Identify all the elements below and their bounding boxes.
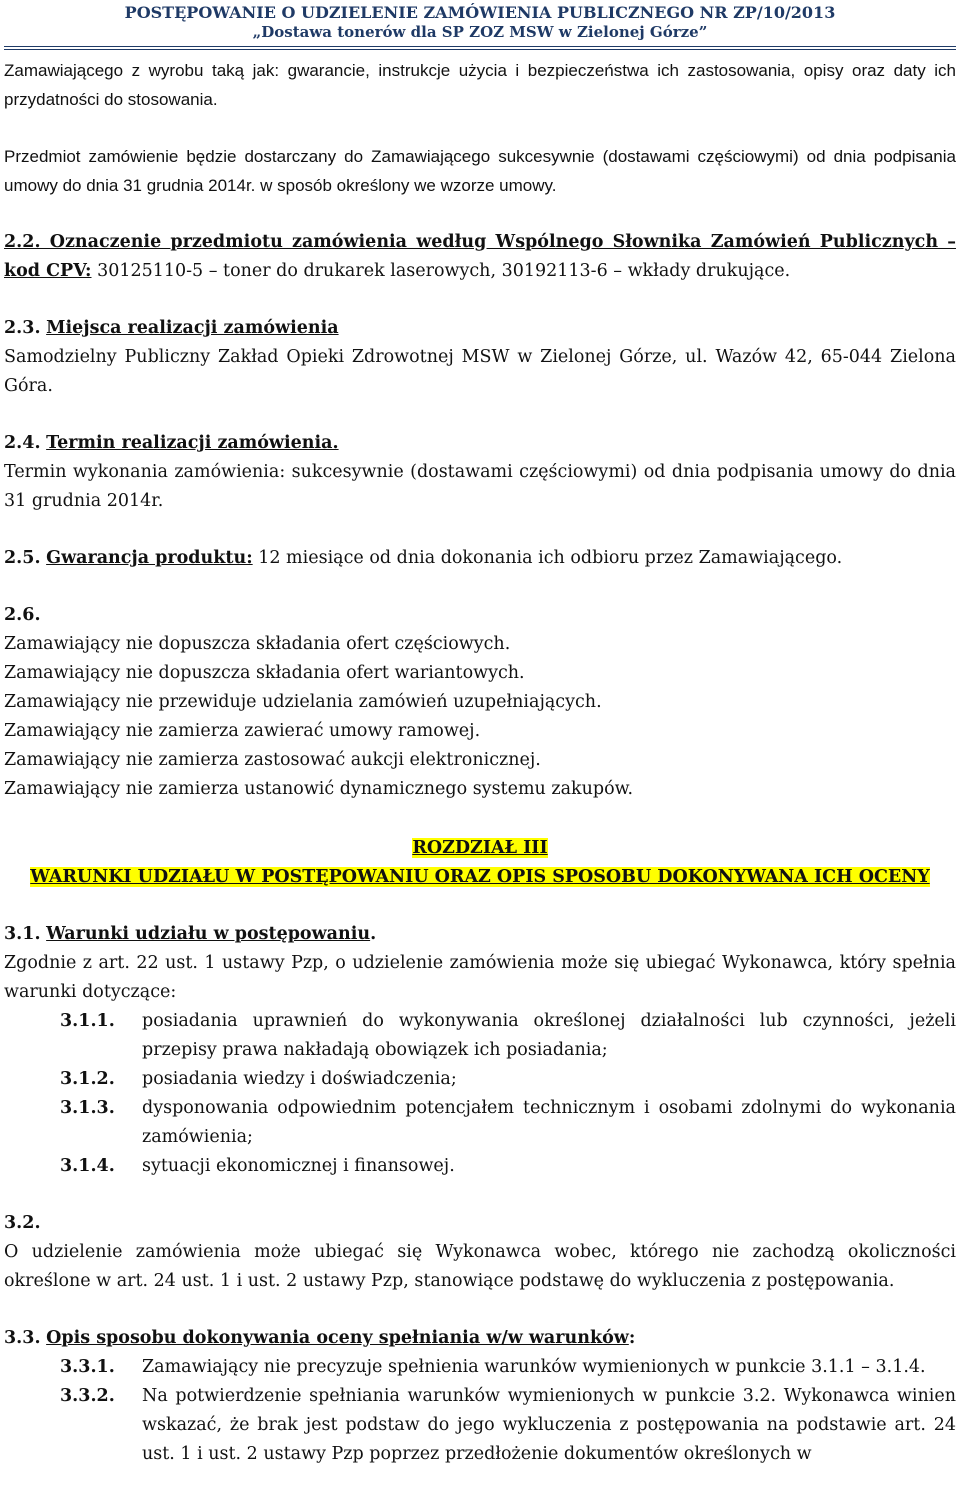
list-item-number: 3.1.3.	[60, 1098, 115, 1118]
section-3-1-heading: Warunki udziału w postępowaniu	[46, 924, 371, 944]
header-subtitle: „Dostawa tonerów dla SP ZOZ MSW w Zielonej Górze”	[252, 23, 708, 41]
section-2-6-line: Zamawiający nie zamierza ustanowić dynamicznego systemu zakupów.	[4, 779, 634, 799]
section-3-1-intro: Zgodnie z art. 22 ust. 1 ustawy Pzp, o udzielenie zamówienia może się ubiegać Wykonawca, który spełnia warunki dotyczące:	[4, 953, 956, 1002]
document-page	[4, 0, 956, 1469]
list-item-text: dysponowania odpowiednim potencjałem technicznym i osobami zdolnymi do wykonania zamówienia;	[142, 1098, 956, 1147]
section-2-6-line: Zamawiający nie dopuszcza składania ofert wariantowych.	[4, 663, 525, 683]
section-2-3-heading-line	[4, 314, 956, 343]
section-2-4-heading-line	[4, 429, 956, 458]
section-2-5	[4, 544, 956, 573]
header-rule	[4, 46, 956, 50]
section-3-1-heading-line	[4, 920, 956, 949]
section-3-2-text: O udzielenie zamówienia może ubiegać się Wykonawca wobec, którego nie zachodzą okoliczności określone w art. 24 ust. 1 i ust. 2 ustawy Pzp, stanowiące podstawę do wykluczenia z postępowania.	[4, 1242, 956, 1291]
list-item	[4, 1353, 956, 1382]
section-2-6-line: Zamawiający nie dopuszcza składania ofert częściowych.	[4, 634, 511, 654]
section-2-4-text: Termin wykonania zamówienia: sukcesywnie (dostawami częściowymi) od dnia podpisania umowy do dnia 31 grudnia 2014r.	[4, 462, 956, 511]
list-item	[4, 1065, 956, 1094]
list-item	[4, 1094, 956, 1152]
section-3-3-heading-line	[4, 1324, 956, 1353]
section-2-6-line: Zamawiający nie zamierza zastosować aukcji elektronicznej.	[4, 750, 541, 770]
section-2-5-heading: Gwarancja produktu:	[46, 548, 253, 568]
header-title: POSTĘPOWANIE O UDZIELENIE ZAMÓWIENIA PUBLICZNEGO NR ZP/10/2013	[124, 3, 836, 22]
section-2-2-heading: 2.2. Oznaczenie przedmiotu zamówienia według Wspólnego Słownika Zamówień Publicznych – kod CPV:	[4, 232, 956, 281]
section-2-6-number: 2.6.	[4, 605, 41, 625]
section-3-3-colon: :	[628, 1328, 636, 1348]
list-item-number: 3.1.4.	[60, 1156, 115, 1176]
intro-paragraph-2: Przedmiot zamówienie będzie dostarczany do Zamawiającego sukcesywnie (dostawami częściowymi) od dnia podpisania umowy do dnia 31 grudnia 2014r. w sposób określony we wzorze umowy.	[4, 147, 956, 195]
section-2-3-heading: Miejsca realizacji zamówienia	[46, 318, 339, 338]
list-item-number: 3.1.1.	[60, 1011, 115, 1031]
intro-paragraph-1: Zamawiającego z wyrobu taką jak: gwarancie, instrukcje użycia i bezpieczeństwa ich zastosowania, opisy oraz daty ich przydatności do stosowania.	[4, 61, 956, 109]
list-item-text: Zamawiający nie precyzuje spełnienia warunków wymienionych w punkcie 3.1.1 – 3.1.4.	[142, 1357, 926, 1377]
list-item	[4, 1382, 956, 1469]
list-item-text: posiadania uprawnień do wykonywania określonej działalności lub czynności, jeżeli przepisy prawa nakładają obowiązek ich posiadania;	[142, 1011, 956, 1060]
section-2-6-line: Zamawiający nie zamierza zawierać umowy ramowej.	[4, 721, 481, 741]
section-2-5-number: 2.5.	[4, 548, 41, 568]
list-item-text: Na potwierdzenie spełniania warunków wymienionych w punkcie 3.2. Wykonawca winien wskazać, że brak jest podstaw do jego wykluczenia z postępowania na podstawie art. 24 ust. 1 i ust. 2 ustawy Pzp poprzez przedłożenie dokumentów określonych w	[142, 1386, 956, 1464]
section-3-3-heading: Opis sposobu dokonywania oceny spełniania w/w warunków	[46, 1328, 629, 1348]
chapter-heading	[4, 834, 956, 892]
list-item-text: posiadania wiedzy i doświadczenia;	[142, 1069, 457, 1089]
section-2-2-text: 30125110-5 – toner do drukarek laserowych, 30192113-6 – wkłady drukujące.	[91, 261, 791, 281]
list-item-number: 3.3.1.	[60, 1357, 115, 1377]
section-2-5-text: 12 miesiące od dnia dokonania ich odbioru przez Zamawiającego.	[252, 548, 843, 568]
list-item-number: 3.3.2.	[60, 1386, 115, 1406]
section-3-1-number: 3.1.	[4, 924, 41, 944]
list-item-text: sytuacji ekonomicznej i finansowej.	[142, 1156, 455, 1176]
list-item	[4, 1152, 956, 1181]
section-3-1-dot: .	[370, 924, 377, 944]
list-item	[4, 1007, 956, 1065]
section-3-3-number: 3.3.	[4, 1328, 41, 1348]
section-2-3-number: 2.3.	[4, 318, 41, 338]
section-2-6-line: Zamawiający nie przewiduje udzielania zamówień uzupełniających.	[4, 692, 602, 712]
chapter-title: ROZDZIAŁ III	[412, 838, 548, 858]
document-header	[4, 0, 956, 42]
list-item-number: 3.1.2.	[60, 1069, 115, 1089]
section-2-4-heading: Termin realizacji zamówienia.	[46, 433, 339, 453]
section-3-2-number: 3.2.	[4, 1213, 41, 1233]
section-2-4-number: 2.4.	[4, 433, 41, 453]
chapter-subtitle: WARUNKI UDZIAŁU W POSTĘPOWANIU ORAZ OPIS SPOSOBU DOKONYWANA ICH OCENY	[30, 867, 930, 887]
section-2-2	[4, 228, 956, 286]
section-2-3-text: Samodzielny Publiczny Zakład Opieki Zdrowotnej MSW w Zielonej Górze, ul. Wazów 42, 65-044 Zielona Góra.	[4, 347, 956, 396]
